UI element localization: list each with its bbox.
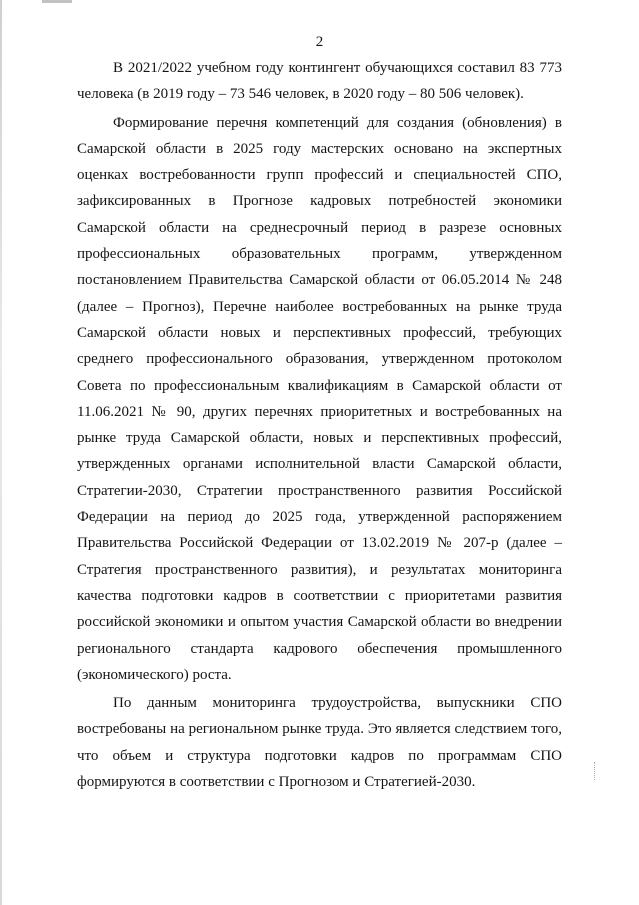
scan-edge-shadow xyxy=(0,0,2,905)
paragraph-employment: По данным мониторинга трудоустройства, выпускники СПО востребованы на региональном рынке труда. Это является следствием того, что объем и структура подготовки кадров по программам СПО формируются в соответствии с Прогнозом и Стратегией-2030. xyxy=(77,695,562,791)
page-number: 2 xyxy=(315,34,324,50)
document-body xyxy=(77,55,562,795)
scan-artifact-top xyxy=(42,0,72,3)
paragraph-contingent: В 2021/2022 учебном году контингент обучающихся составил 83 773 человека (в 2019 году – 73 546 человек, в 2020 году – 80 506 человек). xyxy=(77,60,562,103)
scan-artifact-right xyxy=(594,762,598,780)
paragraph-competencies: Формирование перечня компетенций для создания (обновления) в Самарской области в 2025 году мастерских основано на экспертных оценках востребованности групп профессий и специальностей СПО, зафиксированных в Прогнозе кадровых потребностей экономики Самарской области на среднесрочный период в разрезе основных профессиональных образовательных программ, утвержденном постановлением Правительства Самарской области от 06.05.2014 № 248 (далее – Прогноз), Перечне наиболее востребованных на рынке труда Самарской области новых и перспективных профессий, требующих среднего профессионального образования, утвержденном протоколом Совета по профессиональным квалификациям в Самарской области от 11.06.2021 № 90, других перечнях приоритетных и востребованных на рынке труда Самарской области, новых и перспективных профессий, утвержденных органами исполнительной власти Самарской области, Стратегии-2030, Стратегии пространственного развития Российской Федерации на период до 2025 года, утвержденной распоряжением Правительства Российской Федерации от 13.02.2019 № 207-р (далее – Стратегия пространственного развития), и результатах мониторинга качества подготовки кадров в соответствии с приоритетами развития российской экономики и опытом участия Самарской области во внедрении регионального стандарта кадрового обеспечения промышленного (экономического) роста. xyxy=(77,114,562,683)
